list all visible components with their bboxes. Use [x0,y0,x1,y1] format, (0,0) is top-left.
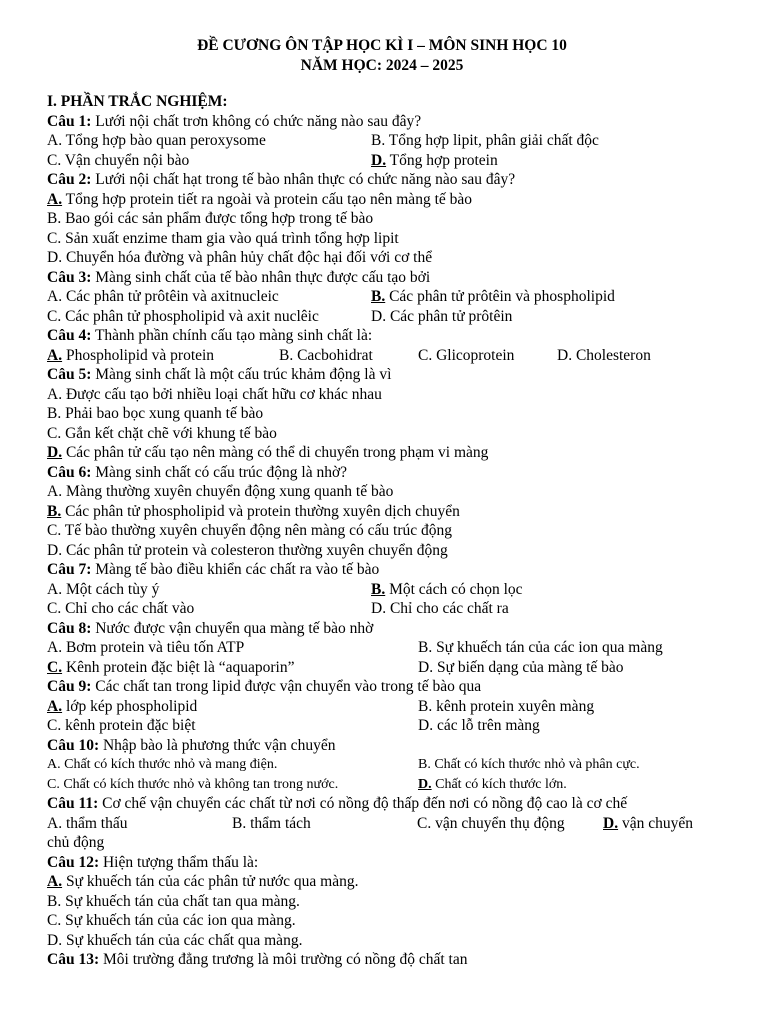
question-text: Màng tế bào điều khiển các chất ra vào tế bào [91,561,380,578]
option-text: lớp kép phospholipid [62,697,198,715]
question-number: Câu 2: [47,171,92,188]
answer-row [47,190,717,210]
answer-option [47,872,717,892]
answer-key-letter: B. [47,502,62,520]
answer-option [418,755,717,775]
question-text: Hiện tượng thẩm thấu là: [99,853,259,871]
option-text: B. Chất có kích thước nhỏ và phân cực. [418,757,640,772]
answer-option [47,151,371,171]
question-stem [47,950,717,970]
option-text: Tổng hợp protein [386,151,498,169]
answer-row [47,911,717,931]
option-text: Chất có kích thước lớn. [431,776,567,792]
answer-option [47,482,717,502]
answer-option [47,229,717,249]
option-text: C. kênh protein đặc biệt [47,717,196,734]
option-text: C. Glicoprotein [418,346,515,364]
question-text: Lưới nội chất hạt trong tế bào nhân thực có chức năng nào sau đây? [91,171,516,188]
answer-row [47,346,717,366]
answer-option [371,151,717,171]
option-text: D. Cholesteron [557,346,651,364]
option-text: C. Vận chuyển nội bào [47,151,190,169]
option-text: Kênh protein đặc biệt là “aquaporin” [62,658,295,676]
answer-row [47,521,717,541]
option-text: Tổng hợp protein tiết ra ngoài và protein cấu tạo nên màng tế bào [62,190,473,208]
answer-option [557,346,717,366]
answer-option [279,346,418,366]
answer-option [47,716,418,736]
answer-key-letter: B. [371,580,386,598]
question-number: Câu 11: [47,795,99,812]
answer-row [47,248,717,268]
answer-row [47,658,717,678]
option-text: C. Gắn kết chặt chẽ với khung tế bào [47,424,277,442]
question-text: Môi trường đẳng trương là môi trường có nồng độ chất tan [99,951,468,968]
question-stem [47,326,717,346]
answer-option [47,502,717,522]
answer-option [418,716,717,736]
answer-row [47,814,717,853]
question-text: Nước được vận chuyển qua màng tế bào nhờ [91,619,374,637]
answer-option [418,658,717,678]
option-text: C. Các phân tử phospholipid và axit nuclêic [47,307,319,325]
option-text: A. Được cấu tạo bởi nhiều loại chất hữu cơ khác nhau [47,385,382,403]
answer-option [47,892,717,912]
answer-key-letter: C. [47,658,63,676]
option-text: B. Sự khuếch tán của các ion qua màng [418,639,663,656]
answer-option [47,580,371,600]
answer-row [47,229,717,249]
answer-row [47,307,717,327]
answer-option [232,814,417,834]
question-stem [47,268,717,288]
answer-option [371,131,717,151]
spacer [47,75,717,92]
answer-row [47,502,717,522]
answer-row [47,287,717,307]
answer-option [47,599,371,619]
answer-option [371,580,717,600]
answer-option [47,755,418,775]
answer-row [47,775,717,795]
answer-option [47,404,717,424]
option-text: C. Sản xuất enzime tham gia vào quá trình tổng hợp lipit [47,229,399,247]
question-text: Nhập bào là phương thức vận chuyển [99,736,336,754]
option-text: D. Sự biến dạng của màng tế bào [418,658,624,676]
question-stem [47,677,717,697]
answer-option [47,775,418,795]
question-number: Câu 4: [47,327,92,344]
option-text: A. Một cách tùy ý [47,580,160,598]
option-text: Sự khuếch tán của các phân tử nước qua màng. [62,873,359,890]
option-text: A. Tổng hợp bào quan peroxysome [47,132,266,149]
question-stem [47,170,717,190]
answer-option [47,638,418,658]
answer-option [47,521,717,541]
question-text: Màng sinh chất là một cấu trúc khảm động là vì [91,366,392,383]
question-number: Câu 10: [47,736,100,754]
answer-row [47,716,717,736]
question-stem [47,365,717,385]
answer-row [47,892,717,912]
answer-option [47,346,279,366]
answer-option [418,638,717,658]
answer-option [47,287,371,307]
option-text: Một cách có chọn lọc [385,580,523,598]
answer-option [47,424,717,444]
option-text: B. Phải bao bọc xung quanh tế bào [47,405,264,422]
answer-option [371,599,717,619]
question-number: Câu 3: [47,268,92,286]
question-stem [47,463,717,483]
answer-row [47,872,717,892]
answer-row [47,931,717,951]
option-text: D. Sự khuếch tán của các chất qua màng. [47,931,303,949]
question-text: Màng sinh chất có cấu trúc động là nhờ? [91,463,348,481]
answer-option [418,697,717,717]
question-number: Câu 7: [47,561,92,578]
document-title: ĐỀ CƯƠNG ÔN TẬP HỌC KÌ I – MÔN SINH HỌC 10 [197,37,567,54]
question-text: Lưới nội chất trơn không có chức năng nào sau đây? [91,112,422,130]
answer-option [418,775,717,795]
answer-row [47,599,717,619]
answer-option [47,190,717,210]
answer-option [47,209,717,229]
option-text: D. Chuyển hóa đường và phân hủy chất độc hại đối với cơ thể [47,249,433,266]
answer-row [47,151,717,171]
question-number: Câu 5: [47,366,92,383]
question-stem [47,560,717,580]
question-number: Câu 1: [47,112,92,130]
answer-row [47,697,717,717]
answer-option [47,248,717,268]
option-text: Các phân tử cấu tạo nên màng có thể di chuyển trong phạm vi màng [62,444,489,461]
option-text: D. Các phân tử prôtêin [371,307,513,325]
answer-option [47,307,371,327]
option-text: vận chuyển chủ động [47,814,693,851]
answer-row [47,424,717,444]
question-number: Câu 12: [47,853,100,871]
question-stem [47,736,717,756]
answer-row [47,482,717,502]
question-text: Cơ chế vận chuyển các chất từ nơi có nồng độ thấp đến nơi có nồng độ cao là cơ chế [98,795,628,812]
option-text: C. Chất có kích thước nhỏ và không tan trong nước. [47,776,339,792]
answer-key-letter: A. [47,190,63,208]
answer-option [371,307,717,327]
question-stem [47,112,717,132]
answer-key-letter: A. [47,697,63,715]
option-text: Các phân tử phospholipid và protein thường xuyên dịch chuyển [61,502,460,520]
answer-options-wrapped [47,814,717,853]
question-list [47,112,717,970]
question-stem [47,853,717,873]
option-text: A. Màng thường xuyên chuyển động xung quanh tế bào [47,483,394,500]
answer-row [47,638,717,658]
answer-option [47,697,418,717]
option-text: A. thẩm thấu [47,814,128,832]
answer-row [47,404,717,424]
answer-row [47,131,717,151]
answer-option [47,931,717,951]
option-text: B. Sự khuếch tán của chất tan qua màng. [47,892,300,910]
question-number: Câu 6: [47,463,92,481]
option-text: D. các lỗ trên màng [418,717,540,734]
answer-row [47,385,717,405]
answer-key-letter: A. [47,346,63,364]
answer-option [47,541,717,561]
option-text: C. Chỉ cho các chất vào [47,600,195,617]
answer-key-letter: D. [418,776,432,792]
answer-key-letter: D. [371,151,387,169]
question-text: Màng sinh chất của tế bào nhân thực được cấu tạo bởi [91,268,431,286]
answer-option [418,346,557,366]
option-text: B. Cacbohidrat [279,346,373,364]
answer-option [47,443,717,463]
answer-row [47,209,717,229]
option-text: C. Sự khuếch tán của các ion qua màng. [47,912,296,929]
option-text: C. vận chuyển thụ động [417,814,565,832]
question-text: Thành phần chính cấu tạo màng sinh chất là: [91,327,373,344]
question-stem [47,794,717,814]
option-text: D. Các phân tử protein và colesteron thường xuyên chuyển động [47,541,448,559]
question-text: Các chất tan trong lipid được vận chuyển vào trong tế bào qua [91,678,482,695]
answer-row [47,443,717,463]
answer-option [47,911,717,931]
question-number: Câu 8: [47,619,92,637]
question-stem [47,619,717,639]
answer-option [47,385,717,405]
answer-row [47,580,717,600]
option-text: D. Chỉ cho các chất ra [371,600,509,617]
answer-key-letter: D. [603,814,619,832]
option-text: B. thẩm tách [232,814,311,832]
option-text: B. kênh protein xuyên màng [418,697,595,715]
option-text: A. Chất có kích thước nhỏ và mang điện. [47,757,278,772]
option-text: A. Bơm protein và tiêu tốn ATP [47,639,245,656]
answer-option [47,658,418,678]
document-page [47,36,717,970]
option-text: B. Bao gói các sản phẩm được tổng hợp trong tế bào [47,210,374,227]
answer-key-letter: B. [371,288,386,305]
option-text: B. Tổng hợp lipit, phân giải chất độc [371,132,599,149]
option-text: Phospholipid và protein [62,346,215,364]
option-text: A. Các phân tử prôtêin và axitnucleic [47,288,279,305]
answer-option [371,287,717,307]
question-number: Câu 9: [47,678,92,695]
section-title: I. PHẦN TRẮC NGHIỆM: [47,93,228,110]
answer-row [47,541,717,561]
answer-key-letter: D. [47,444,63,461]
answer-row [47,755,717,775]
answer-option [47,814,232,834]
option-text: C. Tế bào thường xuyên chuyển động nên màng có cấu trúc động [47,522,453,539]
answer-option [47,131,371,151]
school-year: NĂM HỌC: 2024 – 2025 [300,56,464,74]
answer-key-letter: A. [47,873,63,890]
option-text: Các phân tử prôtêin và phospholipid [385,288,615,305]
question-number: Câu 13: [47,951,100,968]
answer-option [417,814,603,834]
